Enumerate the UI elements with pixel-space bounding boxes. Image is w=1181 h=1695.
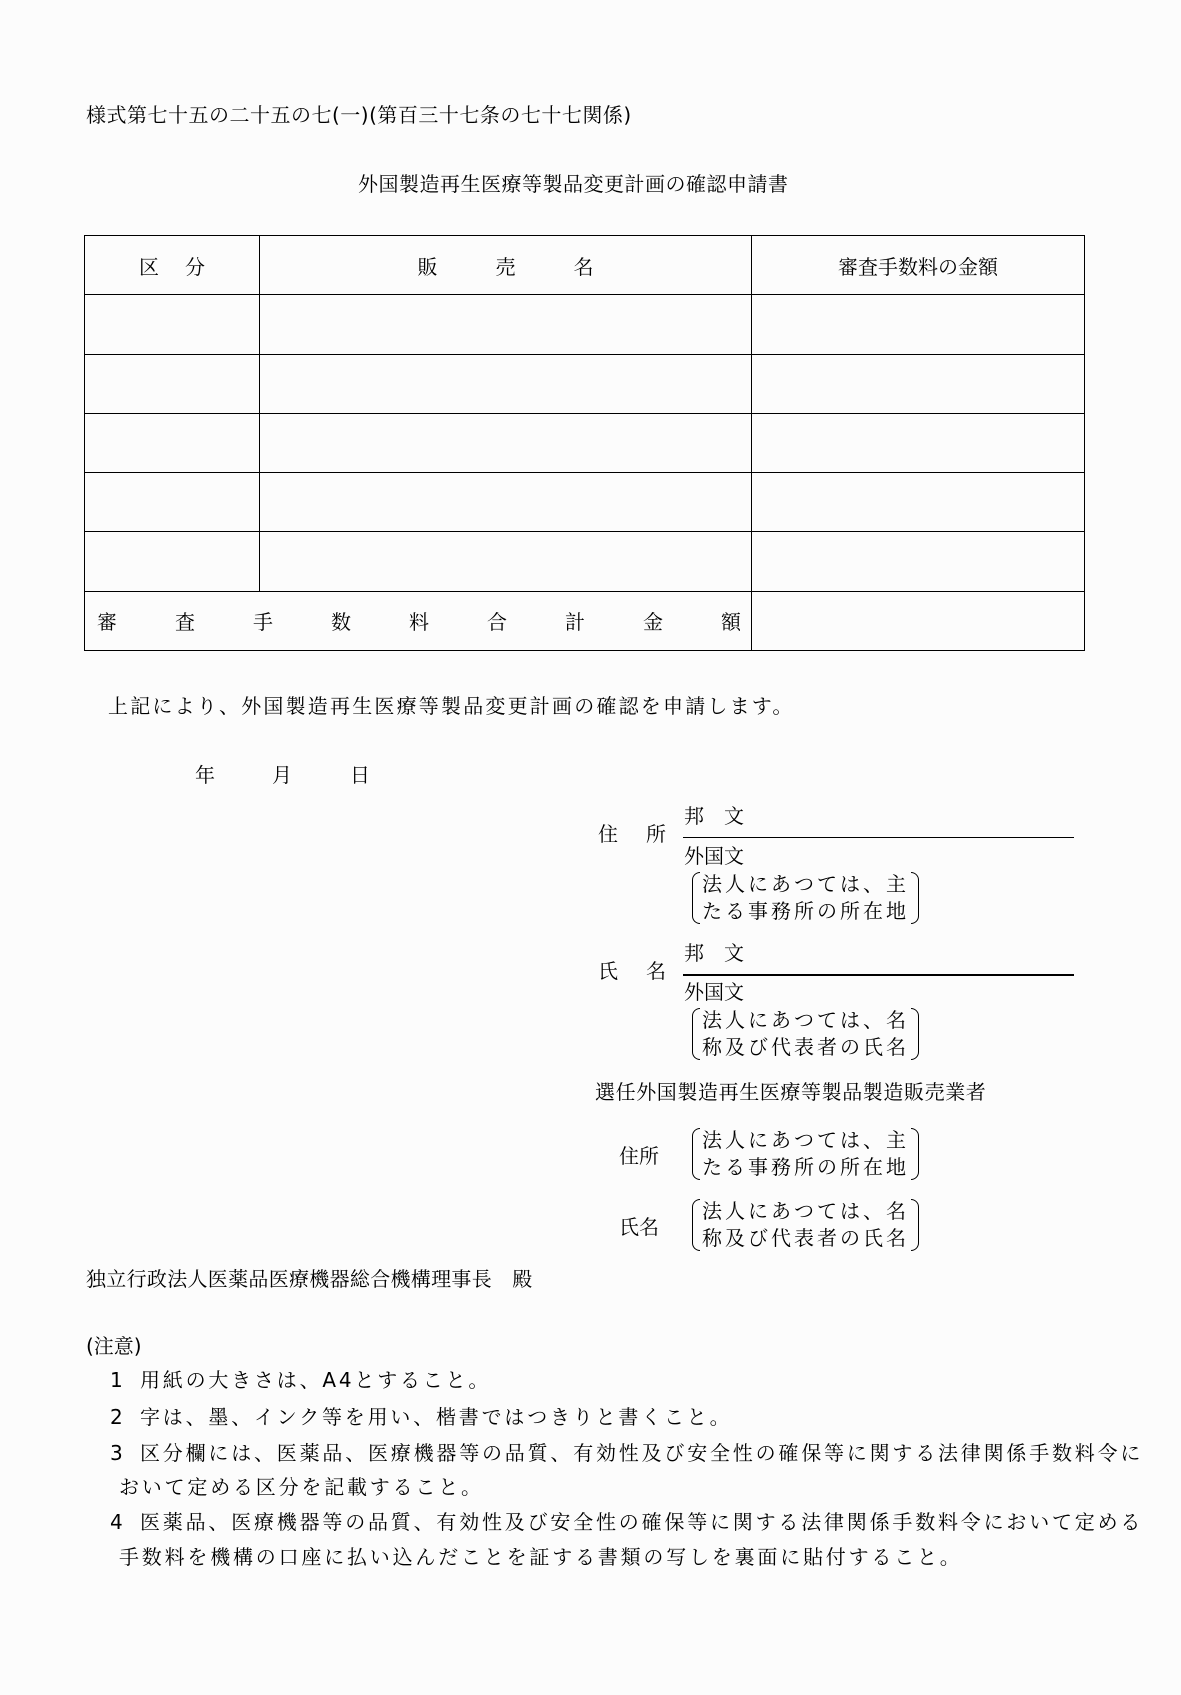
addressee: 独立行政法人医薬品医療機器総合機構理事長 殿	[86, 1267, 533, 1291]
applicant-address-japanese-label: 邦 文	[684, 804, 744, 828]
applicant-address-label: 住 所	[598, 822, 670, 846]
note-text: 用紙の大きさは、A4とすること。	[140, 1368, 492, 1392]
column-header-fee: 審査手数料の金額	[752, 236, 1085, 295]
agent-name-label: 氏名	[619, 1215, 659, 1239]
column-header-category: 区分	[85, 236, 260, 295]
applicant-name-japanese-label: 邦 文	[684, 941, 744, 965]
date-month-label: 月	[272, 763, 292, 787]
applicant-address-foreign-label: 外国文	[684, 844, 744, 868]
agent-address-label: 住所	[619, 1144, 659, 1168]
table-row	[85, 354, 1085, 413]
applicant-name-note: 法人にあつては、名 称及び代表者の氏名	[692, 1007, 919, 1061]
table-header-row	[85, 236, 1085, 295]
table-row	[85, 295, 1085, 354]
category-cell[interactable]	[85, 532, 260, 591]
fee-cell[interactable]	[752, 413, 1085, 472]
sales-name-cell[interactable]	[260, 413, 752, 472]
notes-heading: (注意)	[86, 1334, 142, 1358]
applicant-address-note: 法人にあつては、主 たる事務所の所在地	[692, 871, 919, 925]
sales-name-cell[interactable]	[260, 354, 752, 413]
note-text: 区分欄には、医薬品、医療機器等の品質、有効性及び安全性の確保等に関する法律関係手数料令に	[140, 1441, 1144, 1465]
sales-name-cell[interactable]	[260, 473, 752, 532]
note-number: 4	[110, 1510, 123, 1534]
document-title: 外国製造再生医療等製品変更計画の確認申請書	[358, 172, 789, 196]
table-row	[85, 413, 1085, 472]
date-day-label: 日	[350, 763, 370, 787]
total-label: 審 査 手 数 料 合 計 金 額	[85, 591, 752, 650]
fee-cell[interactable]	[752, 354, 1085, 413]
fee-table	[84, 235, 1085, 651]
category-cell[interactable]	[85, 295, 260, 354]
applicant-name-label: 氏 名	[598, 959, 670, 983]
applicant-address-japanese-line[interactable]	[683, 837, 1074, 838]
table-row	[85, 473, 1085, 532]
category-cell[interactable]	[85, 473, 260, 532]
sales-name-cell[interactable]	[260, 532, 752, 591]
agent-name-note: 法人にあつては、名 称及び代表者の氏名	[692, 1198, 919, 1252]
agent-title: 選任外国製造再生医療等製品製造販売業者	[595, 1080, 987, 1104]
form-number: 様式第七十五の二十五の七(一)(第百三十七条の七十七関係)	[86, 103, 632, 127]
table-row	[85, 532, 1085, 591]
agent-address-note: 法人にあつては、主 たる事務所の所在地	[692, 1127, 919, 1181]
date-year-label: 年	[195, 763, 215, 787]
note-number: 1	[110, 1368, 123, 1392]
note-number: 3	[110, 1441, 123, 1465]
fee-cell[interactable]	[752, 295, 1085, 354]
total-fee-cell[interactable]	[752, 591, 1085, 650]
column-header-sales-name: 販売名	[260, 236, 752, 295]
fee-cell[interactable]	[752, 473, 1085, 532]
fee-cell[interactable]	[752, 532, 1085, 591]
category-cell[interactable]	[85, 413, 260, 472]
note-number: 2	[110, 1405, 123, 1429]
note-text-continued: 手数料を機構の口座に払い込んだことを証する書類の写しを裏面に貼付すること。	[119, 1545, 963, 1569]
declaration-text: 上記により、外国製造再生医療等製品変更計画の確認を申請します。	[108, 694, 795, 718]
sales-name-cell[interactable]	[260, 295, 752, 354]
note-text-continued: おいて定める区分を記載すること。	[119, 1475, 484, 1499]
total-row	[85, 591, 1085, 650]
applicant-name-foreign-label: 外国文	[684, 980, 744, 1004]
note-text: 字は、墨、インク等を用い、楷書ではつきりと書くこと。	[140, 1405, 733, 1429]
note-text: 医薬品、医療機器等の品質、有効性及び安全性の確保等に関する法律関係手数料令において定める	[140, 1510, 1144, 1534]
applicant-name-japanese-line[interactable]	[683, 974, 1074, 976]
category-cell[interactable]	[85, 354, 260, 413]
